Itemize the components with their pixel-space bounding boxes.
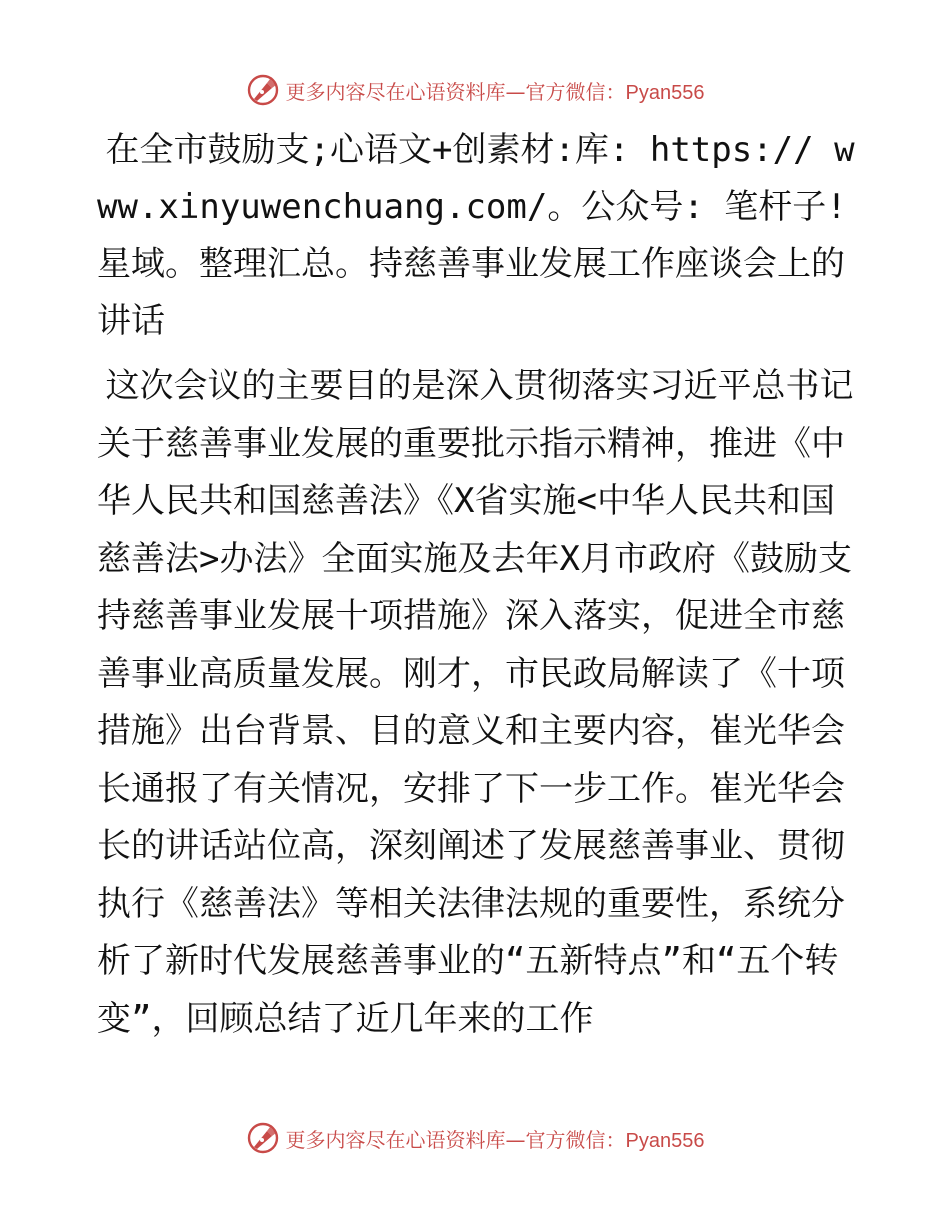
pen-nib-logo-icon	[246, 73, 280, 107]
footer-banner-inner	[246, 1121, 705, 1155]
footer-banner	[0, 1118, 950, 1158]
footer-banner-text	[286, 1124, 705, 1153]
footer-banner-handle: Pyan556	[625, 1129, 705, 1152]
paragraph-2: 这次会议的主要目的是深入贯彻落实习近平总书记关于慈善事业发展的重要批示指示精神，推进《中华人民共和国慈善法》《X省实施<中华人民共和国慈善法>办法》全面实施及去年X月市政府《鼓励支持慈善事业发展十项措施》深入落实，促进全市慈善事业高质量发展。刚才，市民政局解读了《十项措施》出台背景、目的意义和主要内容，崔光华会长通报了有关情况，安排了下一步工作。崔光华会长的讲话站位高，深刻阐述了发展慈善事业、贯彻执行《慈善法》等相关法律法规的重要性，系统分析了新时代发展慈善事业的“五新特点”和“五个转变”，回顾总结了近几年来的工作	[97, 366, 854, 1039]
header-banner-label: 更多内容尽在心语资料库—官方微信：	[285, 79, 626, 104]
paragraph-1: 在全市鼓励支;心语文+创素材:库: https:// www.xinyuwenchuang.com/。公众号: 笔杆子! 星域。整理汇总。持慈善事业发展工作座谈会上的讲话	[97, 130, 855, 341]
header-banner	[0, 70, 950, 110]
header-banner-inner	[246, 73, 705, 107]
pen-nib-logo-icon	[246, 1121, 280, 1155]
header-banner-text	[286, 76, 705, 105]
header-banner-handle: Pyan556	[625, 81, 705, 104]
footer-banner-label: 更多内容尽在心语资料库—官方微信：	[285, 1127, 626, 1152]
